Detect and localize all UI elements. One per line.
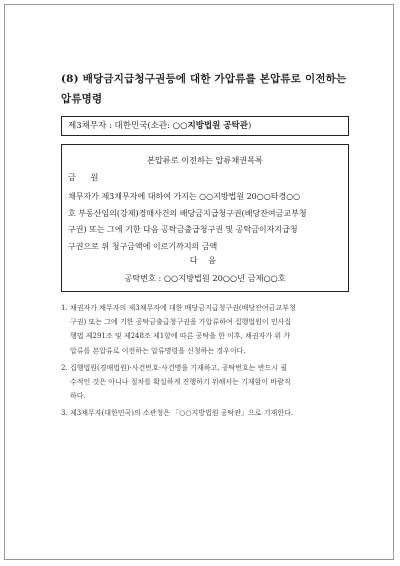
note-number: 3. (61, 409, 68, 418)
attached-claim-box (61, 144, 349, 292)
note-number: 1. (61, 304, 68, 312)
note-line: 하다. (70, 392, 86, 401)
title-line: (8) 배당금지급청구권등에 대한 가압류를 본압류로 이전하는 (61, 73, 347, 85)
document-title (61, 69, 361, 109)
third-debtor-label: 제3채무자 : 대한민국(소관: (68, 121, 173, 131)
note-item (61, 406, 351, 420)
deposit-number: 공탁번호 : ○○지방법원 20○○년 금제○○호 (124, 273, 286, 283)
note-line: 수적인 것은 아니나 절차를 확실하게 진행하기 위해서는 기재함이 바람직 (70, 378, 291, 387)
third-debtor-court: ○○지방법원 공탁관 (172, 121, 248, 131)
claim-description (68, 189, 344, 255)
note-line: 제3채무자(대한민국)의 소관청은 「○○지방법원 공탁관」으로 기재한다. (70, 409, 294, 418)
third-debtor-box (61, 116, 349, 136)
claim-list-heading: 본압류로 이전하는 압류채권목록 (147, 155, 263, 165)
claim-line: 구권으로 위 청구금액에 이르기까지의 금액 (68, 241, 218, 251)
title-line: 압류명령 (61, 93, 103, 105)
note-line: 구권) 또는 그에 기한 공탁금출급청구권을 가압류하여 집행법원이 민사집 (70, 318, 292, 327)
note-number: 2. (61, 363, 68, 372)
note-line: 행법 제291조 및 제248조 제1항에 따른 공탁을 한 이후, 채권자가 위 가 (70, 332, 291, 341)
claim-line: 호 부동산임의(강제)경매사건의 배당금지급청구권(배당잔여금교부청 (68, 208, 307, 218)
amount-label: 금 원 (68, 172, 105, 182)
claim-line: 구권) 또는 그에 기한 다음 공탁금출급청구권 및 공탁금이자지급청 (68, 225, 298, 234)
notes-list (61, 301, 351, 424)
sub-heading: 다 음 (189, 255, 221, 265)
document-page (4, 4, 394, 560)
note-line: 압류를 본압류로 이전하는 압류명령을 신청하는 경우이다. (70, 346, 246, 355)
claim-line: 채무자가 제3채무자에 대하여 가지는 ○○지방법원 20○○타경○○ (68, 192, 301, 201)
note-line: 집행법원(경매법원)·사건번호·사건명을 기재하고, 공탁번호는 반드시 필 (70, 363, 288, 372)
third-debtor-close: ) (247, 121, 252, 131)
note-item (61, 301, 351, 358)
note-item (61, 361, 351, 404)
note-line: 채권자가 채무자의 제3채무자에 대한 배당금지급청구권(배당잔여금교부청 (70, 304, 296, 312)
